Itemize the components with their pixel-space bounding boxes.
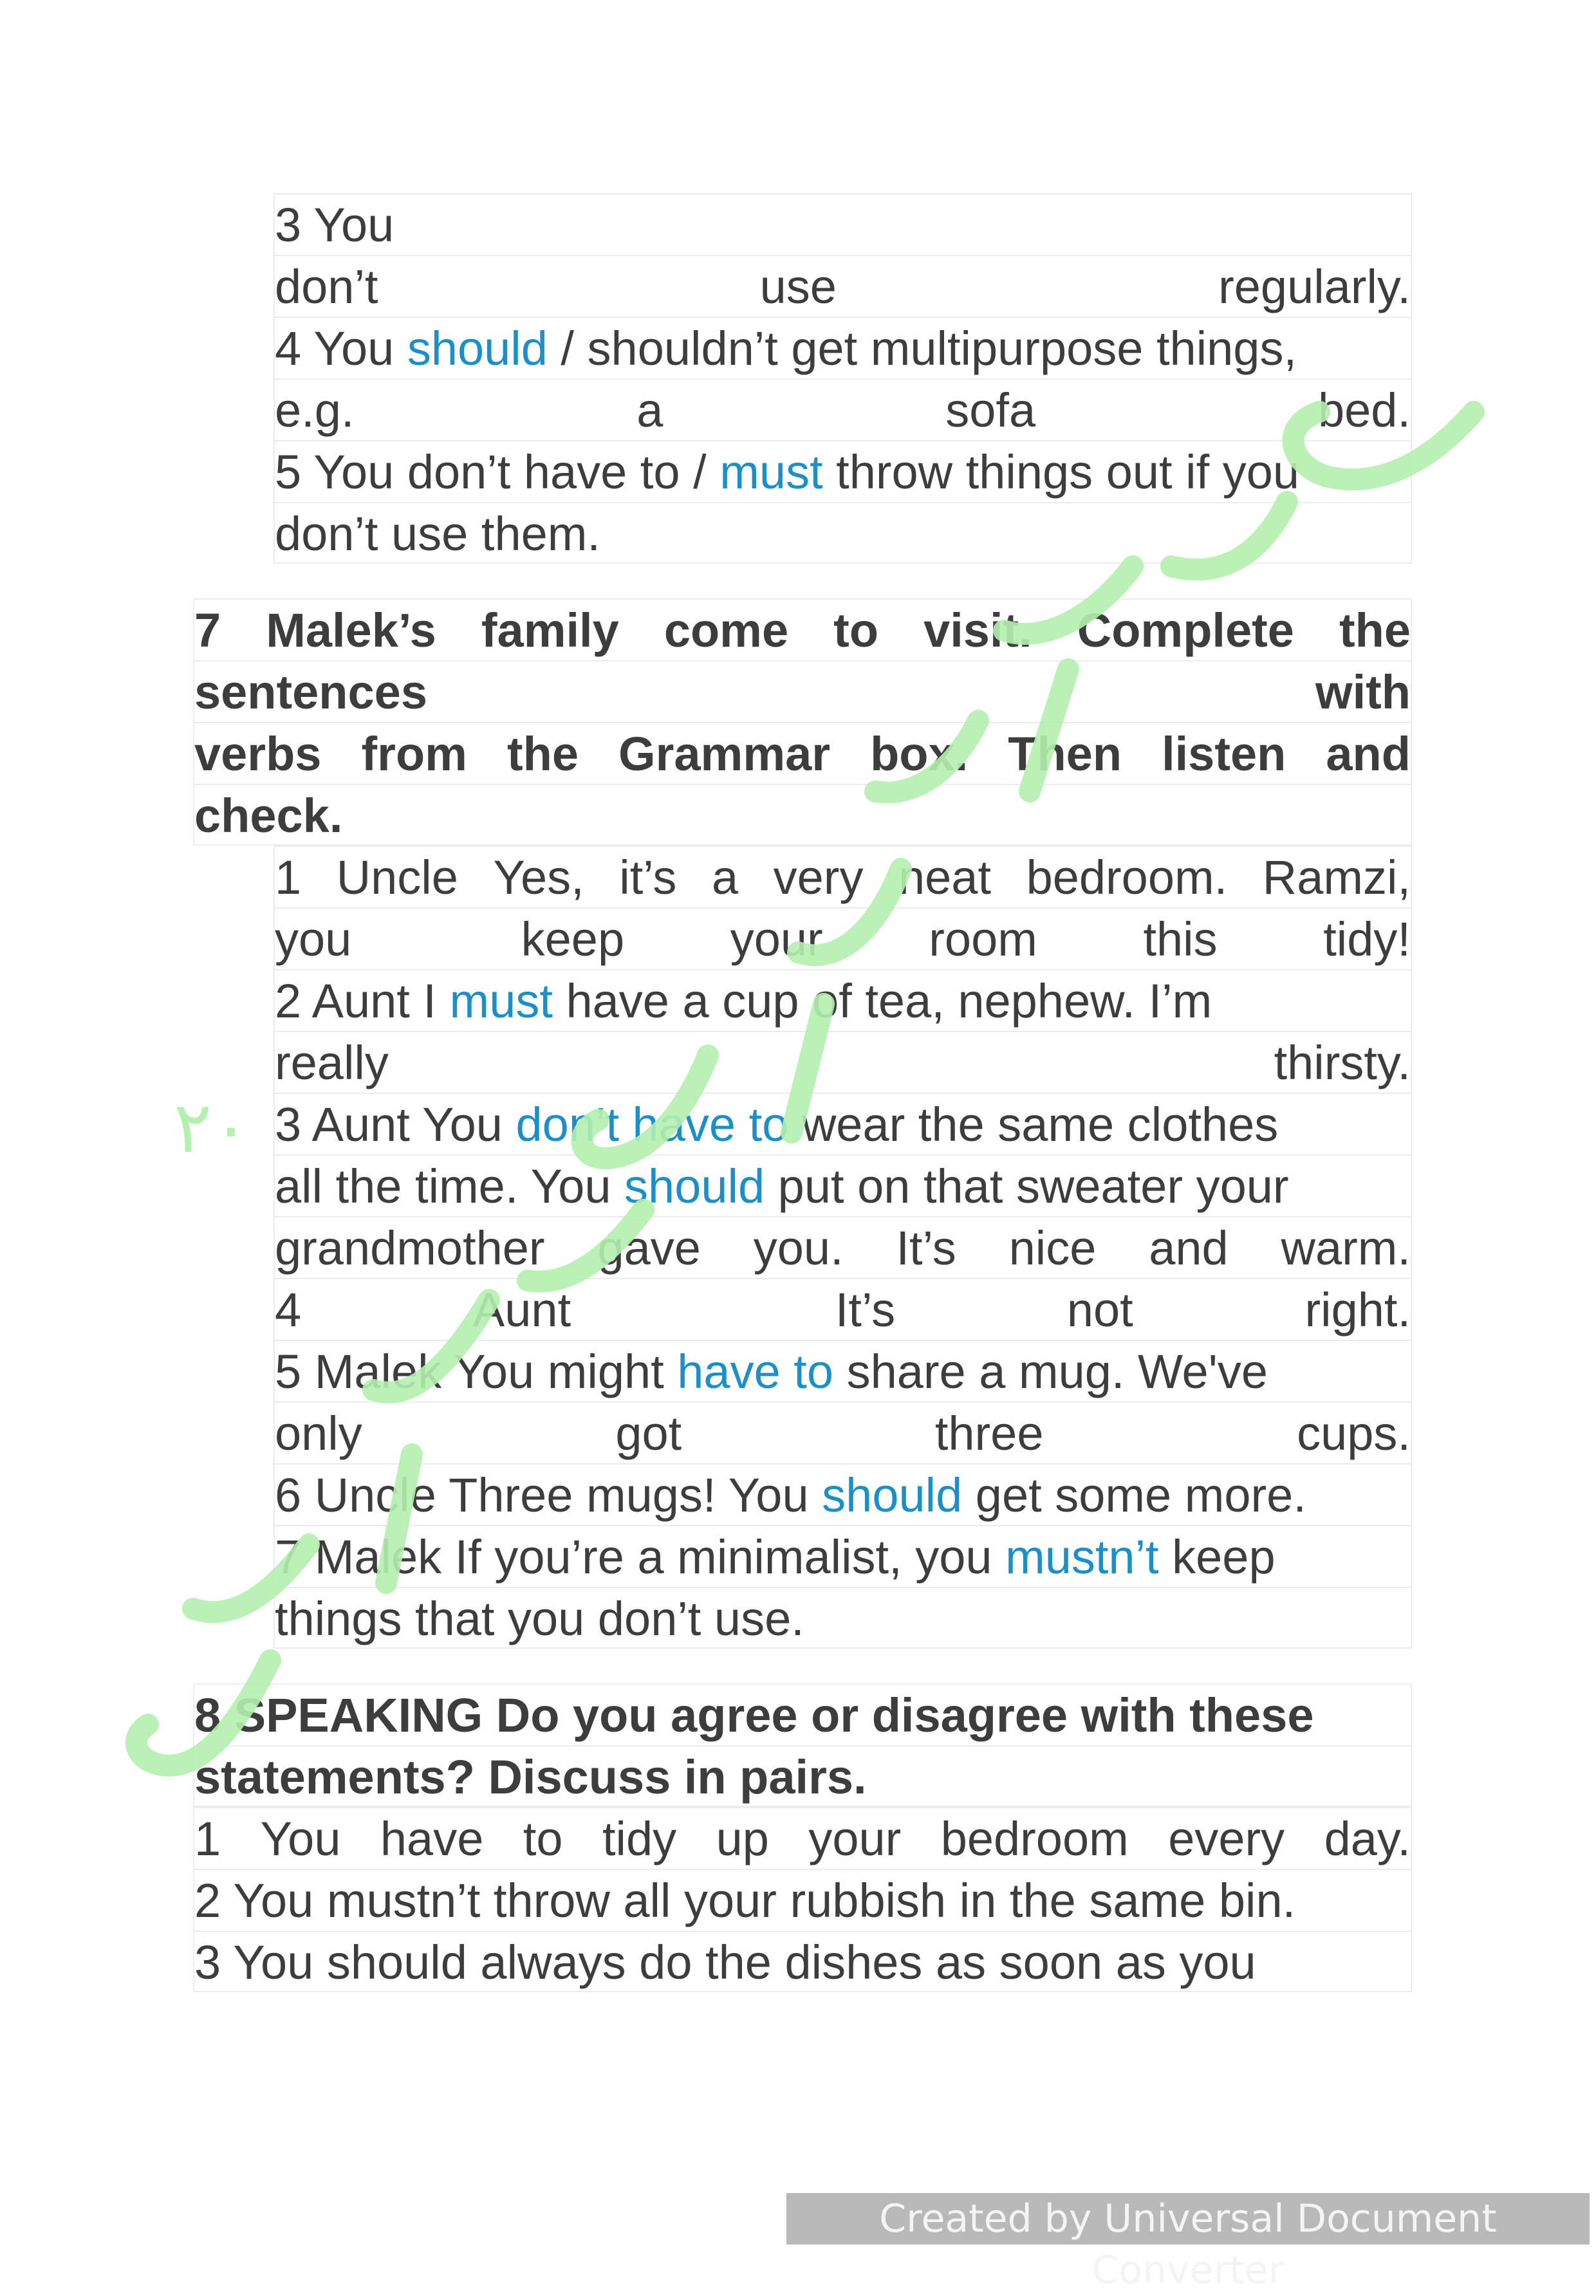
answer-word: should bbox=[624, 1160, 765, 1213]
exercise-8-statements bbox=[193, 1807, 1412, 1992]
answers-block-6 bbox=[274, 193, 1412, 564]
sentence-line: 1 Uncle Yes, it’s a very neat bedroom. Ramzi, bbox=[274, 846, 1412, 907]
statement-line: 1 You have to tidy up your bedroom every day. bbox=[193, 1807, 1412, 1869]
sentence-line: 7 Malek If you’re a minimalist, you mustn’t keep bbox=[274, 1525, 1412, 1587]
exercise-7-sentences bbox=[274, 846, 1412, 1649]
answer-word: should bbox=[407, 322, 548, 375]
statement-line: 2 You mustn’t throw all your rubbish in the same bin. bbox=[193, 1869, 1412, 1930]
sentence-line: 6 Uncle Three mugs! You should get some more. bbox=[274, 1463, 1412, 1525]
converter-footer: Created by Universal Document Converter bbox=[786, 2193, 1590, 2245]
sentence-line: you keep your room this tidy! bbox=[274, 907, 1412, 969]
answer-word: don’t have to bbox=[515, 1098, 789, 1151]
answer-word: must bbox=[449, 974, 553, 1028]
exercise-7-heading: 7 Malek’s family come to visit. Complete the sentences with verbs from the Grammar box. Then listen and check. bbox=[193, 598, 1412, 846]
sentence-line: e.g. a sofa bed. bbox=[274, 378, 1412, 440]
sentence-line: grandmother gave you. It’s nice and warm. bbox=[274, 1216, 1412, 1278]
sentence-line: really thirsty. bbox=[274, 1031, 1412, 1093]
answer-word: must bbox=[719, 445, 823, 499]
sentence-line: don’t use them. bbox=[274, 502, 1412, 564]
sentence-line: don’t use regularly. bbox=[274, 255, 1412, 317]
sentence-line: 4 You should / shouldn’t get multipurpose things, bbox=[274, 317, 1412, 378]
sentence-line: things that you don’t use. bbox=[274, 1587, 1412, 1649]
svg-text:٢٠: ٢٠ bbox=[174, 1086, 250, 1169]
answer-word: should bbox=[822, 1468, 963, 1522]
sentence-line: 5 You don’t have to / must throw things out if you bbox=[274, 440, 1412, 502]
exercise-8-heading: 8 SPEAKING Do you agree or disagree with these statements? Discuss in pairs. bbox=[193, 1683, 1412, 1807]
sentence-line: 2 Aunt I must have a cup of tea, nephew. I’m bbox=[274, 969, 1412, 1031]
answer-word: mustn’t bbox=[1005, 1530, 1159, 1584]
sentence-line: 3 Aunt You don’t have to wear the same clothes bbox=[274, 1093, 1412, 1154]
sentence-line: all the time. You should put on that sweater your bbox=[274, 1154, 1412, 1216]
statement-line: 3 You should always do the dishes as soon as you bbox=[193, 1930, 1412, 1992]
sentence-line: 3 You bbox=[274, 193, 1412, 255]
sentence-line: 5 Malek You might have to share a mug. We've bbox=[274, 1340, 1412, 1402]
answer-word: have to bbox=[677, 1345, 834, 1398]
sentence-line: only got three cups. bbox=[274, 1402, 1412, 1463]
sentence-line: 4 Aunt It’s not right. bbox=[274, 1278, 1412, 1340]
